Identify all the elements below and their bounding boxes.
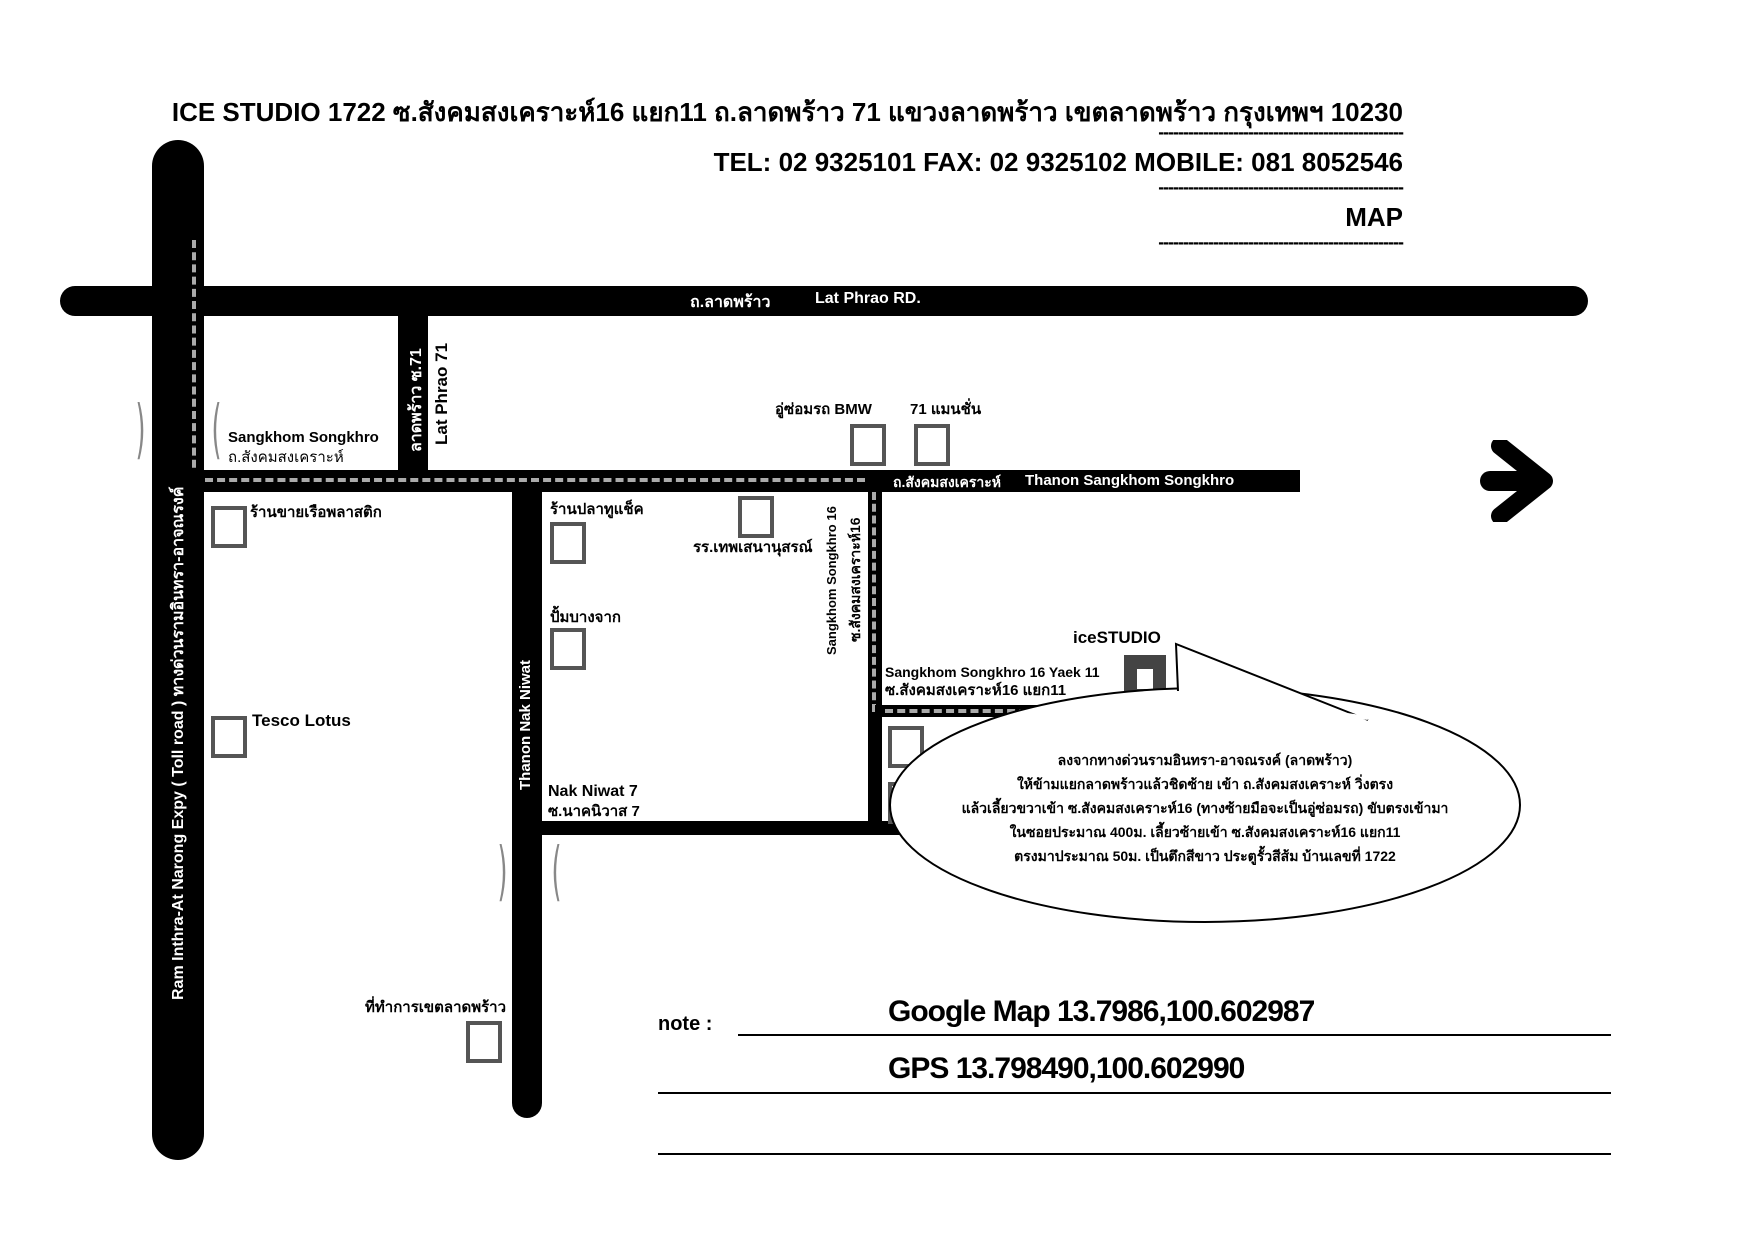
nak-niwat7-label-en: Nak Niwat 7 <box>548 783 638 800</box>
school-label: รร.เทพเสนานุสรณ์ <box>693 539 813 556</box>
header-map-label: MAP <box>1345 202 1403 232</box>
note-line <box>658 1092 1611 1094</box>
note-label: note : <box>658 1013 713 1035</box>
ice-studio-label: iceSTUDIO <box>1073 628 1161 647</box>
directions-line: ตรงมาประมาณ 50ม. เป็นตึกสีขาว ประตูรั้วสีส้ม บ้านเลขที่ 1722 <box>1014 848 1396 864</box>
sangkhom-left-label-en: Sangkhom Songkhro <box>228 429 379 446</box>
soi16-label-th: ซ.สังคมสงเคราะห์16 <box>847 517 863 642</box>
gps-coords: GPS 13.798490,100.602990 <box>888 1052 1245 1085</box>
sangkhom-label-th: ถ.สังคมสงเคราะห์ <box>893 474 1002 490</box>
directions-text <box>900 748 1510 868</box>
bridge-bracket-left: ) <box>135 393 146 467</box>
note-line <box>658 1153 1611 1155</box>
directions-line: ให้ข้ามแยกลาดพร้าวแล้วชิดซ้าย เข้า ถ.สังคมสงเคราะห์ วิ่งตรง <box>1016 776 1394 792</box>
header-divider: ------------------------------------------------- <box>1158 122 1403 142</box>
plastic-boat-label: ร้านขายเรือพลาสติก <box>250 504 382 521</box>
soi71-label-en: Lat Phrao 71 <box>432 342 451 445</box>
nak-niwat-label-en: Thanon Nak Niwat <box>517 659 534 790</box>
bmw-garage-label: อู่ซ่อมรถ BMW <box>775 401 872 418</box>
bridge-bracket-right: ( <box>211 393 222 467</box>
lat-phrao-label-th: ถ.ลาดพร้าว <box>690 294 771 311</box>
nak-niwat7-label-th: ซ.นาคนิวาส 7 <box>548 803 640 820</box>
expressway-label: Ram Inthra-At Narong Expy ( Toll road ) ทางด่วนรามอินทรา-อาจณรงค์ <box>170 486 187 1000</box>
directions-line: ลงจากทางด่วนรามอินทรา-อาจณรงค์ (ลาดพร้าว) <box>1057 752 1353 768</box>
soi16-yaek11-label-en: Sangkhom Songkhro 16 Yaek 11 <box>885 664 1100 680</box>
header-phone: TEL: 02 9325101 FAX: 02 9325102 MOBILE: 081 8052546 <box>713 147 1403 177</box>
google-map-coords: Google Map 13.7986,100.602987 <box>888 995 1315 1028</box>
header-address: ICE STUDIO 1722 ซ.สังคมสงเคราะห์16 แยก11 ถ.ลาดพร้าว 71 แขวงลาดพร้าว เขตลาดพร้าว กรุงเทพฯ 10230 <box>171 97 1403 127</box>
directions-line: แล้วเลี้ยวขวาเข้า ซ.สังคมสงเคราะห์16 (ทางซ้ายมือจะเป็นอู่ซ่อมรถ) ขับตรงเข้ามา <box>961 800 1449 816</box>
header-divider: ------------------------------------------------- <box>1158 232 1403 252</box>
fish-shop-label: ร้านปลาทูแช็ค <box>550 501 644 518</box>
sangkhom-left-label-th: ถ.สังคมสงเคราะห์ <box>228 449 344 466</box>
bridge-bracket-right: ( <box>551 835 562 909</box>
to-chokchai-label: ทางไปโชคชัย4 ซ.6 <box>1318 474 1435 490</box>
soi16-label-en: Sangkhom Songkhro 16 <box>824 506 839 655</box>
nak-niwat-label-th: ถ.นาคนิวาส <box>520 512 537 596</box>
header-divider: ------------------------------------------------- <box>1158 177 1403 197</box>
note-line <box>738 1034 1611 1036</box>
bridge-bracket-left: ) <box>497 835 508 909</box>
soi16-yaek11-label-th: ซ.สังคมสงเคราะห์16 แยก11 <box>885 682 1067 699</box>
district-office-label: ที่ทำการเขตลาดพร้าว <box>365 999 507 1016</box>
soi71-label-th: ลาดพร้าว ซ.71 <box>408 348 425 452</box>
pump-label: ปั้มบางจาก <box>550 609 621 626</box>
sangkhom-label-en: Thanon Sangkhom Songkhro <box>1025 472 1235 489</box>
tesco-label: Tesco Lotus <box>252 711 351 730</box>
lat-phrao-label-en: Lat Phrao RD. <box>815 290 921 307</box>
mansion71-label: 71 แมนชั่น <box>910 401 982 418</box>
directions-line: ในซอยประมาณ 400ม. เลี้ยวซ้ายเข้า ซ.สังคมสงเคราะห์16 แยก11 <box>1009 824 1401 840</box>
